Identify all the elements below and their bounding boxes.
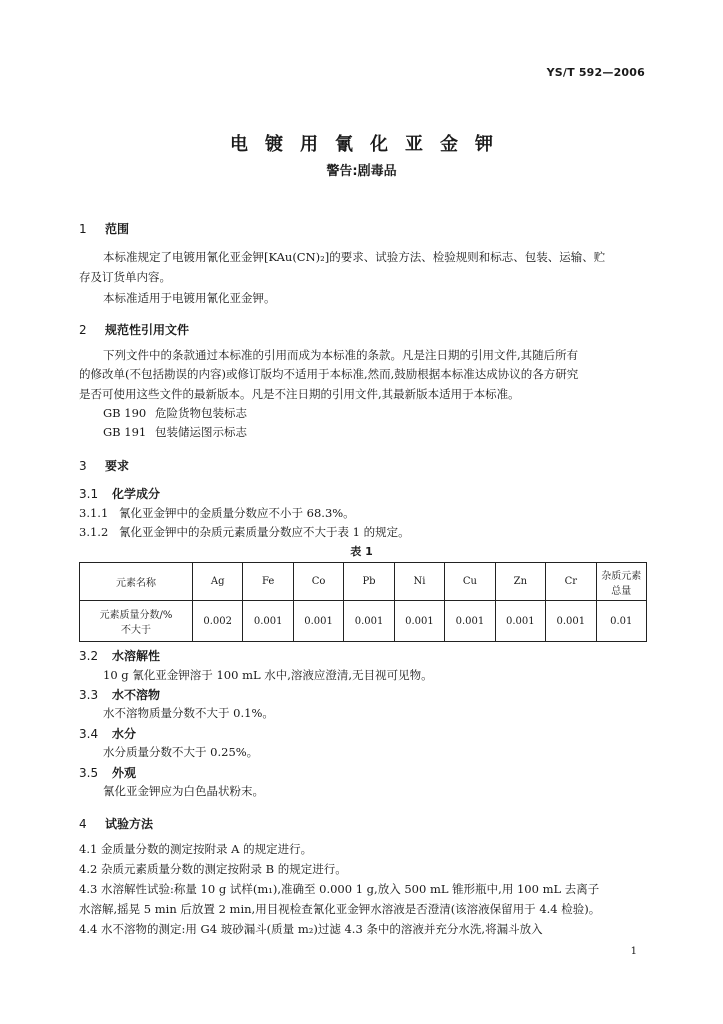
reference-title: 危险货物包装标志 bbox=[155, 406, 247, 420]
section-1-paragraph-line: 存及订货单内容。 bbox=[79, 270, 171, 284]
subsection-title: 水溶解性 bbox=[112, 649, 161, 663]
clause-number: 3.1.2 bbox=[79, 525, 109, 539]
section-number: 4 bbox=[79, 817, 87, 831]
table-value-row bbox=[80, 601, 647, 642]
value-cell: 0.001 bbox=[394, 601, 444, 642]
section-number: 3 bbox=[79, 459, 87, 473]
table-caption: 表 1 bbox=[350, 545, 373, 558]
section-number: 1 bbox=[79, 222, 87, 236]
section-2-heading bbox=[79, 321, 189, 338]
total-value-cell: 0.01 bbox=[596, 601, 647, 642]
clause-number: 4.2 bbox=[79, 862, 98, 876]
section-title: 试验方法 bbox=[105, 817, 154, 831]
subsection-number: 3.1 bbox=[79, 487, 99, 501]
element-header-cell: Ni bbox=[394, 563, 444, 601]
subsection-3-4-text: 水分质量分数不大于 0.25%。 bbox=[103, 745, 259, 759]
subsection-number: 3.4 bbox=[79, 727, 99, 741]
subsection-number: 3.5 bbox=[79, 766, 99, 780]
element-header-cell: Ag bbox=[193, 563, 243, 601]
subsection-3-5-heading bbox=[79, 764, 136, 781]
section-2-paragraph-line: 是否可使用这些文件的最新版本。凡是不注日期的引用文件,其最新版本适用于本标准。 bbox=[79, 387, 520, 401]
clause-3-1-1 bbox=[79, 505, 647, 521]
section-number: 2 bbox=[79, 323, 87, 337]
subsection-3-3-text: 水不溶物质量分数不大于 0.1%。 bbox=[103, 706, 274, 720]
subsection-title: 化学成分 bbox=[112, 487, 161, 501]
clause-3-1-2 bbox=[79, 524, 647, 540]
section-1-paragraph: 本标准适用于电镀用氰化亚金钾。 bbox=[103, 291, 276, 305]
subsection-3-1-heading bbox=[79, 485, 160, 502]
subsection-title: 水分 bbox=[112, 727, 137, 741]
clause-text: 水不溶物的测定:用 G4 玻砂漏斗(质量 m₂)过滤 4.3 条中的溶液并充分水洗,将漏斗放入 bbox=[101, 922, 543, 936]
page-number: 1 bbox=[630, 946, 637, 957]
standard-code: YS/T 592—2006 bbox=[546, 66, 645, 79]
element-header-cell: Cu bbox=[445, 563, 495, 601]
element-header-cell: Pb bbox=[344, 563, 394, 601]
value-cell: 0.001 bbox=[445, 601, 495, 642]
section-1-heading bbox=[79, 220, 129, 237]
total-header-line: 杂质元素 bbox=[601, 570, 642, 582]
clause-text: 水溶解性试验:称量 10 g 试样(m₁),准确至 0.000 1 g,放入 500 mL 锥形瓶中,用 100 mL 去离子 bbox=[101, 882, 600, 896]
row-label-line: 元素质量分数/% bbox=[99, 610, 173, 621]
table-header-cell: 元素名称 bbox=[80, 563, 193, 601]
row-label-cell bbox=[80, 601, 193, 642]
normative-reference bbox=[103, 424, 247, 440]
section-3-heading bbox=[79, 457, 129, 474]
section-4-heading bbox=[79, 815, 153, 832]
section-title: 规范性引用文件 bbox=[105, 323, 190, 337]
subsection-3-2-heading bbox=[79, 647, 160, 664]
value-cell: 0.001 bbox=[293, 601, 343, 642]
subsection-title: 外观 bbox=[112, 766, 137, 780]
clause-number: 3.1.1 bbox=[79, 506, 109, 520]
clause-text: 氰化亚金钾中的金质量分数应不小于 68.3%。 bbox=[119, 506, 355, 520]
clause-text: 金质量分数的测定按附录 A 的规定进行。 bbox=[101, 842, 313, 856]
total-header-line: 总量 bbox=[611, 585, 632, 597]
document-warning: 警告:剧毒品 bbox=[326, 164, 397, 179]
element-header-cell: Cr bbox=[546, 563, 596, 601]
subsection-number: 3.3 bbox=[79, 688, 99, 702]
clause-4-3 bbox=[79, 881, 647, 897]
document-title: 电镀用氰化亚金钾 bbox=[230, 134, 510, 155]
section-1-paragraph-line: 本标准规定了电镀用氰化亚金钾[KAu(CN)₂]的要求、试验方法、检验规则和标志、包装、运输、贮 bbox=[103, 250, 606, 264]
subsection-number: 3.2 bbox=[79, 649, 99, 663]
subsection-title: 水不溶物 bbox=[112, 688, 161, 702]
section-title: 范围 bbox=[105, 222, 130, 236]
value-cell: 0.001 bbox=[344, 601, 394, 642]
total-impurity-header-cell bbox=[596, 563, 647, 601]
section-title: 要求 bbox=[105, 459, 130, 473]
value-cell: 0.002 bbox=[193, 601, 243, 642]
value-cell: 0.001 bbox=[243, 601, 293, 642]
subsection-3-3-heading bbox=[79, 686, 160, 703]
table-header-row bbox=[80, 563, 647, 601]
reference-title: 包装储运图示标志 bbox=[155, 425, 247, 439]
clause-4-1 bbox=[79, 841, 647, 857]
reference-code: GB 191 bbox=[103, 425, 147, 439]
subsection-3-4-heading bbox=[79, 725, 136, 742]
clause-number: 4.3 bbox=[79, 882, 98, 896]
subsection-3-5-text: 氰化亚金钾应为白色晶状粉末。 bbox=[103, 784, 264, 798]
element-header-cell: Zn bbox=[495, 563, 545, 601]
section-2-paragraph-line: 下列文件中的条款通过本标准的引用而成为本标准的条款。凡是注日期的引用文件,其随后所有 bbox=[103, 348, 579, 362]
subsection-3-2-text: 10 g 氰化亚金钾溶于 100 mL 水中,溶液应澄清,无目视可见物。 bbox=[103, 668, 433, 682]
normative-reference bbox=[103, 405, 247, 421]
value-cell: 0.001 bbox=[495, 601, 545, 642]
clause-4-2 bbox=[79, 861, 647, 877]
clause-number: 4.1 bbox=[79, 842, 98, 856]
clause-text: 氰化亚金钾中的杂质元素质量分数应不大于表 1 的规定。 bbox=[119, 525, 410, 539]
impurity-limits-table bbox=[79, 562, 647, 642]
element-header-cell: Fe bbox=[243, 563, 293, 601]
element-header-cell: Co bbox=[293, 563, 343, 601]
clause-number: 4.4 bbox=[79, 922, 98, 936]
section-2-paragraph-line: 的修改单(不包括勘误的内容)或修订版均不适用于本标准,然而,鼓励根据本标准达成协议的各方研究 bbox=[79, 367, 579, 381]
value-cell: 0.001 bbox=[546, 601, 596, 642]
clause-text: 杂质元素质量分数的测定按附录 B 的规定进行。 bbox=[101, 862, 347, 876]
reference-code: GB 190 bbox=[103, 406, 147, 420]
clause-4-3-continuation: 水溶解,摇晃 5 min 后放置 2 min,用目视检查氰化亚金钾水溶液是否澄清(该溶液保留用于 4.4 检验)。 bbox=[79, 902, 601, 916]
row-label-line: 不大于 bbox=[121, 625, 151, 636]
clause-4-4 bbox=[79, 921, 647, 937]
